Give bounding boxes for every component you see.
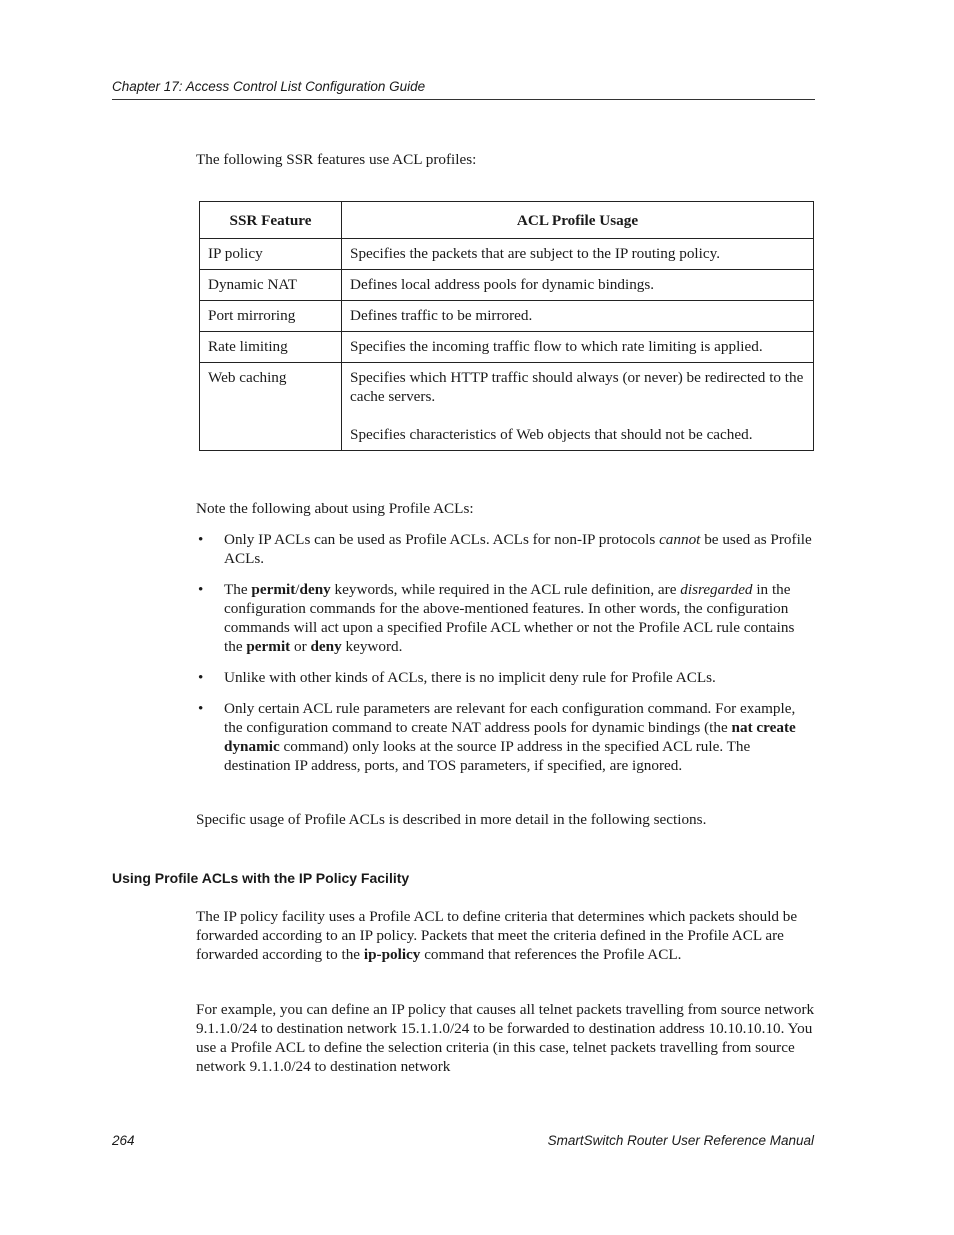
note-text: in the configuration commands for the above-mentioned features. In other words, the configuration commands will act upon a specified Profile ACL whether or not the Profile ACL rule contains the xyxy=(224,581,795,655)
section-heading: Using Profile ACLs with the IP Policy Facility xyxy=(112,870,410,886)
table-row xyxy=(200,332,814,363)
bullet-icon: • xyxy=(198,669,204,686)
table-row xyxy=(200,363,814,451)
note-text: command) only looks at the source IP address in the specified ACL rule. The destination IP address, ports, and TOS parameters, if specified, are ignored. xyxy=(224,738,751,774)
usage-cell: Specifies the packets that are subject to the IP routing policy. xyxy=(342,239,814,270)
bullet-icon: • xyxy=(198,700,204,717)
paragraph-text: The IP policy facility uses a Profile ACL to define criteria that determines which packets should be forwarded according to an IP policy. Packets that meet the criteria defined in the Profile ACL are forwarded according to the xyxy=(196,908,798,963)
bullet-icon: • xyxy=(198,531,204,548)
note-text: be used as Profile ACLs. xyxy=(224,531,812,567)
keyword: ip-policy xyxy=(363,946,421,963)
note-text: keyword. xyxy=(341,638,403,655)
manual-title: SmartSwitch Router User Reference Manual xyxy=(547,1133,814,1148)
note-text: / xyxy=(295,581,300,598)
keyword: permit xyxy=(251,581,296,598)
column-header-feature: SSR Feature xyxy=(200,202,342,239)
note-text: or xyxy=(290,638,311,655)
feature-cell: Port mirroring xyxy=(200,301,342,332)
list-item xyxy=(196,699,816,775)
feature-cell: Dynamic NAT xyxy=(200,270,342,301)
usage-cell: Defines traffic to be mirrored. xyxy=(342,301,814,332)
bullet-icon: • xyxy=(198,581,204,598)
note-text: Only certain ACL rule parameters are relevant for each configuration command. For example, the configuration command to create NAT address pools for dynamic bindings (the xyxy=(224,700,796,736)
list-item xyxy=(196,580,816,656)
feature-cell: Web caching xyxy=(200,363,342,451)
note-text: keywords, while required in the ACL rule definition, are xyxy=(330,581,681,598)
usage-cell: Specifies the incoming traffic flow to which rate limiting is applied. xyxy=(342,332,814,363)
feature-cell: IP policy xyxy=(200,239,342,270)
note-text: Unlike with other kinds of ACLs, there is no implicit deny rule for Profile ACLs. xyxy=(224,669,716,686)
usage-text: Specifies which HTTP traffic should always (or never) be redirected to the cache servers. xyxy=(350,369,804,405)
note-text: Only IP ACLs can be used as Profile ACLs. ACLs for non-IP protocols xyxy=(224,531,660,548)
keyword: permit xyxy=(246,638,291,655)
paragraph-text: command that references the Profile ACL. xyxy=(420,946,682,963)
keyword: deny xyxy=(310,638,342,655)
note-emphasis: cannot xyxy=(659,531,701,548)
usage-cell xyxy=(342,363,814,451)
note-text: The xyxy=(224,581,252,598)
usage-cell: Defines local address pools for dynamic bindings. xyxy=(342,270,814,301)
table-row xyxy=(200,239,814,270)
summary-text: Specific usage of Profile ACLs is described in more detail in the following sections. xyxy=(196,811,707,828)
table-row xyxy=(200,301,814,332)
notes-list xyxy=(196,530,816,787)
notes-intro: Note the following about using Profile ACLs: xyxy=(196,500,474,517)
table-row xyxy=(200,270,814,301)
page-number: 264 xyxy=(112,1133,135,1148)
column-header-usage: ACL Profile Usage xyxy=(342,202,814,239)
note-emphasis: disregarded xyxy=(680,581,753,598)
table-header-row xyxy=(200,202,814,239)
usage-text-extra: Specifies characteristics of Web objects that should not be cached. xyxy=(350,426,753,443)
list-item xyxy=(196,530,816,568)
intro-text: The following SSR features use ACL profiles: xyxy=(196,151,477,168)
paragraph: For example, you can define an IP policy that causes all telnet packets travelling from source network 9.1.1.0/24 to destination network 15.1.1.0/24 to be forwarded to destination address 10.10.10.10. You use a Profile ACL to define the selection criteria (in this case, telnet packets travelling from source network 9.1.1.0/24 to destination network xyxy=(196,1001,815,1075)
feature-cell: Rate limiting xyxy=(200,332,342,363)
list-item xyxy=(196,668,816,687)
feature-table xyxy=(199,201,814,451)
running-header: Chapter 17: Access Control List Configuration Guide xyxy=(112,79,815,100)
paragraph xyxy=(196,907,816,964)
keyword: nat create dynamic xyxy=(224,719,796,755)
keyword: deny xyxy=(299,581,331,598)
